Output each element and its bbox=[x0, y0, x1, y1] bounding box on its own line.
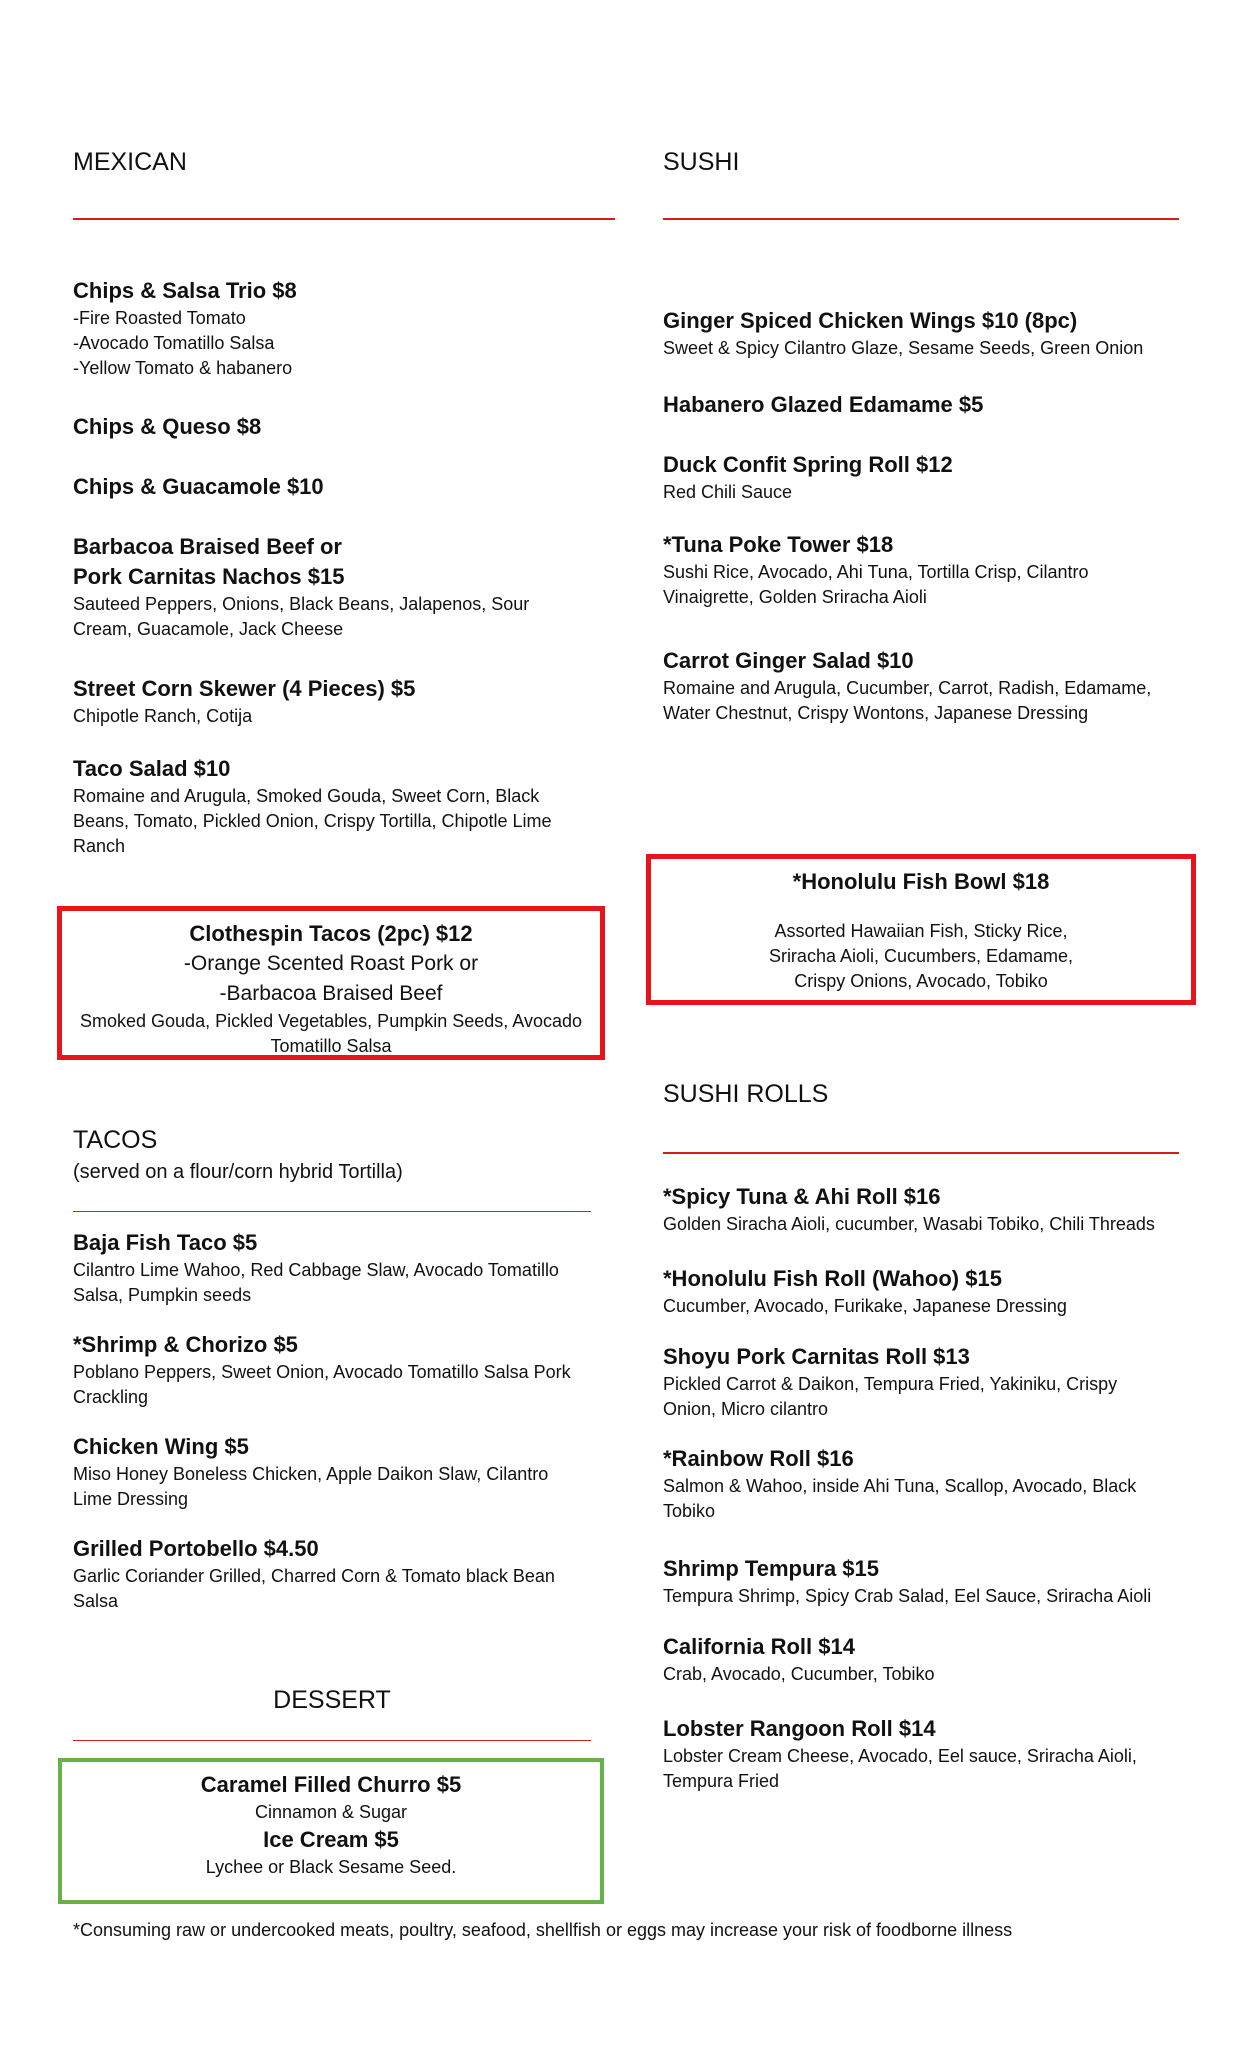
item-desc: Tobiko bbox=[663, 1501, 716, 1521]
item-name: Chips & Guacamole $10 bbox=[73, 474, 324, 499]
dessert-box bbox=[58, 1758, 604, 1904]
item-desc: Crab, Avocado, Cucumber, Tobiko bbox=[663, 1664, 935, 1684]
menu-item bbox=[663, 1182, 1155, 1237]
item-desc: -Yellow Tomato & habanero bbox=[73, 358, 293, 378]
item-desc: Tempura Fried bbox=[663, 1771, 780, 1791]
item-desc: Sweet & Spicy Cilantro Glaze, Sesame Seeds, Green Onion bbox=[663, 338, 1144, 358]
item-name: Chips & Queso $8 bbox=[73, 414, 262, 439]
item-desc: Cucumber, Avocado, Furikake, Japanese Dressing bbox=[663, 1296, 1067, 1316]
item-desc: Lime Dressing bbox=[73, 1489, 189, 1509]
sushi-rolls-divider bbox=[663, 1152, 1179, 1154]
item-desc: Crispy Onions, Avocado, Tobiko bbox=[794, 971, 1048, 991]
menu-item bbox=[73, 276, 297, 381]
item-desc: Water Chestnut, Crispy Wontons, Japanese Dressing bbox=[663, 703, 1089, 723]
item-name: Chicken Wing $5 bbox=[73, 1434, 249, 1459]
item-name: Barbacoa Braised Beef or bbox=[73, 534, 342, 559]
item-desc: Sushi Rice, Avocado, Ahi Tuna, Tortilla Crisp, Cilantro bbox=[663, 562, 1089, 582]
item-desc: Lobster Cream Cheese, Avocado, Eel sauce, Sriracha Aioli, bbox=[663, 1746, 1137, 1766]
mexican-section-title: MEXICAN bbox=[73, 148, 187, 176]
item-desc: Tempura Shrimp, Spicy Crab Salad, Eel Sauce, Sriracha Aioli bbox=[663, 1586, 1152, 1606]
item-name: Carrot Ginger Salad $10 bbox=[663, 648, 914, 673]
item-desc: Vinaigrette, Golden Sriracha Aioli bbox=[663, 587, 927, 607]
item-desc: Crackling bbox=[73, 1387, 149, 1407]
item-name: Chips & Salsa Trio $8 bbox=[73, 278, 297, 303]
item-name: *Rainbow Roll $16 bbox=[663, 1446, 854, 1471]
sushi-rolls-section-title: SUSHI ROLLS bbox=[663, 1080, 829, 1108]
item-desc: Cream, Guacamole, Jack Cheese bbox=[73, 619, 344, 639]
menu-item bbox=[663, 1342, 1117, 1422]
item-desc: Ranch bbox=[73, 836, 126, 856]
item-name: *Honolulu Fish Roll (Wahoo) $15 bbox=[663, 1266, 1002, 1291]
item-name: Shrimp Tempura $15 bbox=[663, 1556, 879, 1581]
menu-item bbox=[663, 390, 983, 420]
item-name: Baja Fish Taco $5 bbox=[73, 1230, 258, 1255]
menu-item bbox=[73, 1330, 571, 1410]
item-name: Clothespin Tacos (2pc) $12 bbox=[189, 921, 473, 946]
item-name: Habanero Glazed Edamame $5 bbox=[663, 392, 984, 417]
menu-item bbox=[73, 1534, 555, 1614]
item-desc: Salsa, Pumpkin seeds bbox=[73, 1285, 252, 1305]
tacos-subtitle-wrap bbox=[73, 1160, 403, 1185]
menu-item bbox=[663, 1444, 1136, 1524]
sushi-section-title: SUSHI bbox=[663, 148, 740, 176]
menu-item bbox=[663, 450, 953, 505]
item-name: Ice Cream $5 bbox=[263, 1827, 399, 1852]
item-name: *Spicy Tuna & Ahi Roll $16 bbox=[663, 1184, 941, 1209]
raw-food-disclaimer: *Consuming raw or undercooked meats, poultry, seafood, shellfish or eggs may increase your risk of foodborne illness bbox=[73, 1920, 1013, 1940]
menu-item bbox=[663, 1714, 1137, 1794]
dessert-section-title: DESSERT bbox=[273, 1686, 391, 1714]
item-desc: -Avocado Tomatillo Salsa bbox=[73, 333, 275, 353]
item-name: Caramel Filled Churro $5 bbox=[200, 1772, 462, 1797]
item-name: Lobster Rangoon Roll $14 bbox=[663, 1716, 936, 1741]
menu-item bbox=[663, 1264, 1067, 1319]
item-desc: Lychee or Black Sesame Seed. bbox=[205, 1857, 457, 1877]
item-name: California Roll $14 bbox=[663, 1634, 855, 1659]
menu-item bbox=[73, 674, 415, 729]
item-desc: Romaine and Arugula, Smoked Gouda, Sweet Corn, Black bbox=[73, 786, 540, 806]
item-desc: Onion, Micro cilantro bbox=[663, 1399, 829, 1419]
menu-item bbox=[663, 646, 1151, 726]
item-name: *Tuna Poke Tower $18 bbox=[663, 532, 894, 557]
item-option: -Orange Scented Roast Pork or bbox=[183, 952, 479, 975]
item-desc: Golden Siracha Aioli, cucumber, Wasabi Tobiko, Chili Threads bbox=[663, 1214, 1155, 1234]
item-desc: Smoked Gouda, Pickled Vegetables, Pumpkin Seeds, Avocado bbox=[80, 1011, 582, 1031]
item-desc: Cilantro Lime Wahoo, Red Cabbage Slaw, Avocado Tomatillo bbox=[73, 1260, 559, 1280]
item-name: Shoyu Pork Carnitas Roll $13 bbox=[663, 1344, 970, 1369]
dessert-divider bbox=[73, 1740, 591, 1741]
menu-item bbox=[663, 1554, 1151, 1609]
item-name: Taco Salad $10 bbox=[73, 756, 231, 781]
tacos-subtitle: (served on a flour/corn hybrid Tortilla) bbox=[73, 1161, 403, 1183]
menu-item bbox=[73, 1432, 548, 1512]
item-desc: Chipotle Ranch, Cotija bbox=[73, 706, 253, 726]
featured-clothespin-tacos-box bbox=[57, 906, 605, 1060]
item-desc: Miso Honey Boneless Chicken, Apple Daikon Slaw, Cilantro bbox=[73, 1464, 549, 1484]
item-name: *Shrimp & Chorizo $5 bbox=[73, 1332, 298, 1357]
menu-item bbox=[663, 306, 1143, 361]
featured-honolulu-fish-bowl-box bbox=[646, 854, 1196, 1005]
menu-item bbox=[73, 754, 552, 859]
menu-item bbox=[663, 530, 1089, 610]
item-name: Duck Confit Spring Roll $12 bbox=[663, 452, 953, 477]
item-desc: Romaine and Arugula, Cucumber, Carrot, Radish, Edamame, bbox=[663, 678, 1152, 698]
menu-item bbox=[73, 1228, 559, 1308]
item-option: -Barbacoa Braised Beef bbox=[219, 982, 443, 1005]
item-desc: Salmon & Wahoo, inside Ahi Tuna, Scallop, Avocado, Black bbox=[663, 1476, 1137, 1496]
menu-item bbox=[73, 472, 324, 502]
item-desc: Salsa bbox=[73, 1591, 119, 1611]
menu-item bbox=[663, 1632, 935, 1687]
sushi-divider bbox=[663, 218, 1179, 220]
item-name: Ginger Spiced Chicken Wings $10 (8pc) bbox=[663, 308, 1078, 333]
item-desc: Sauteed Peppers, Onions, Black Beans, Jalapenos, Sour bbox=[73, 594, 530, 614]
item-desc: Tomatillo Salsa bbox=[270, 1036, 392, 1056]
item-desc: Pickled Carrot & Daikon, Tempura Fried, Yakiniku, Crispy bbox=[663, 1374, 1118, 1394]
item-desc: Poblano Peppers, Sweet Onion, Avocado Tomatillo Salsa Pork bbox=[73, 1362, 571, 1382]
menu-item bbox=[73, 532, 529, 642]
item-desc: Red Chili Sauce bbox=[663, 482, 793, 502]
item-desc: Assorted Hawaiian Fish, Sticky Rice, bbox=[774, 921, 1068, 941]
item-name: Grilled Portobello $4.50 bbox=[73, 1536, 319, 1561]
item-desc: Sriracha Aioli, Cucumbers, Edamame, bbox=[768, 946, 1074, 966]
item-name: Pork Carnitas Nachos $15 bbox=[73, 564, 345, 589]
item-desc: Garlic Coriander Grilled, Charred Corn & Tomato black Bean bbox=[73, 1566, 555, 1586]
item-desc: Cinnamon & Sugar bbox=[254, 1802, 408, 1822]
item-desc: Beans, Tomato, Pickled Onion, Crispy Tortilla, Chipotle Lime bbox=[73, 811, 552, 831]
menu-item bbox=[73, 412, 261, 442]
item-name: Street Corn Skewer (4 Pieces) $5 bbox=[73, 676, 416, 701]
tacos-section-title: TACOS bbox=[73, 1126, 158, 1154]
mexican-divider bbox=[73, 218, 615, 220]
tacos-divider bbox=[73, 1211, 591, 1212]
item-desc: -Fire Roasted Tomato bbox=[73, 308, 246, 328]
item-name: *Honolulu Fish Bowl $18 bbox=[792, 869, 1050, 894]
